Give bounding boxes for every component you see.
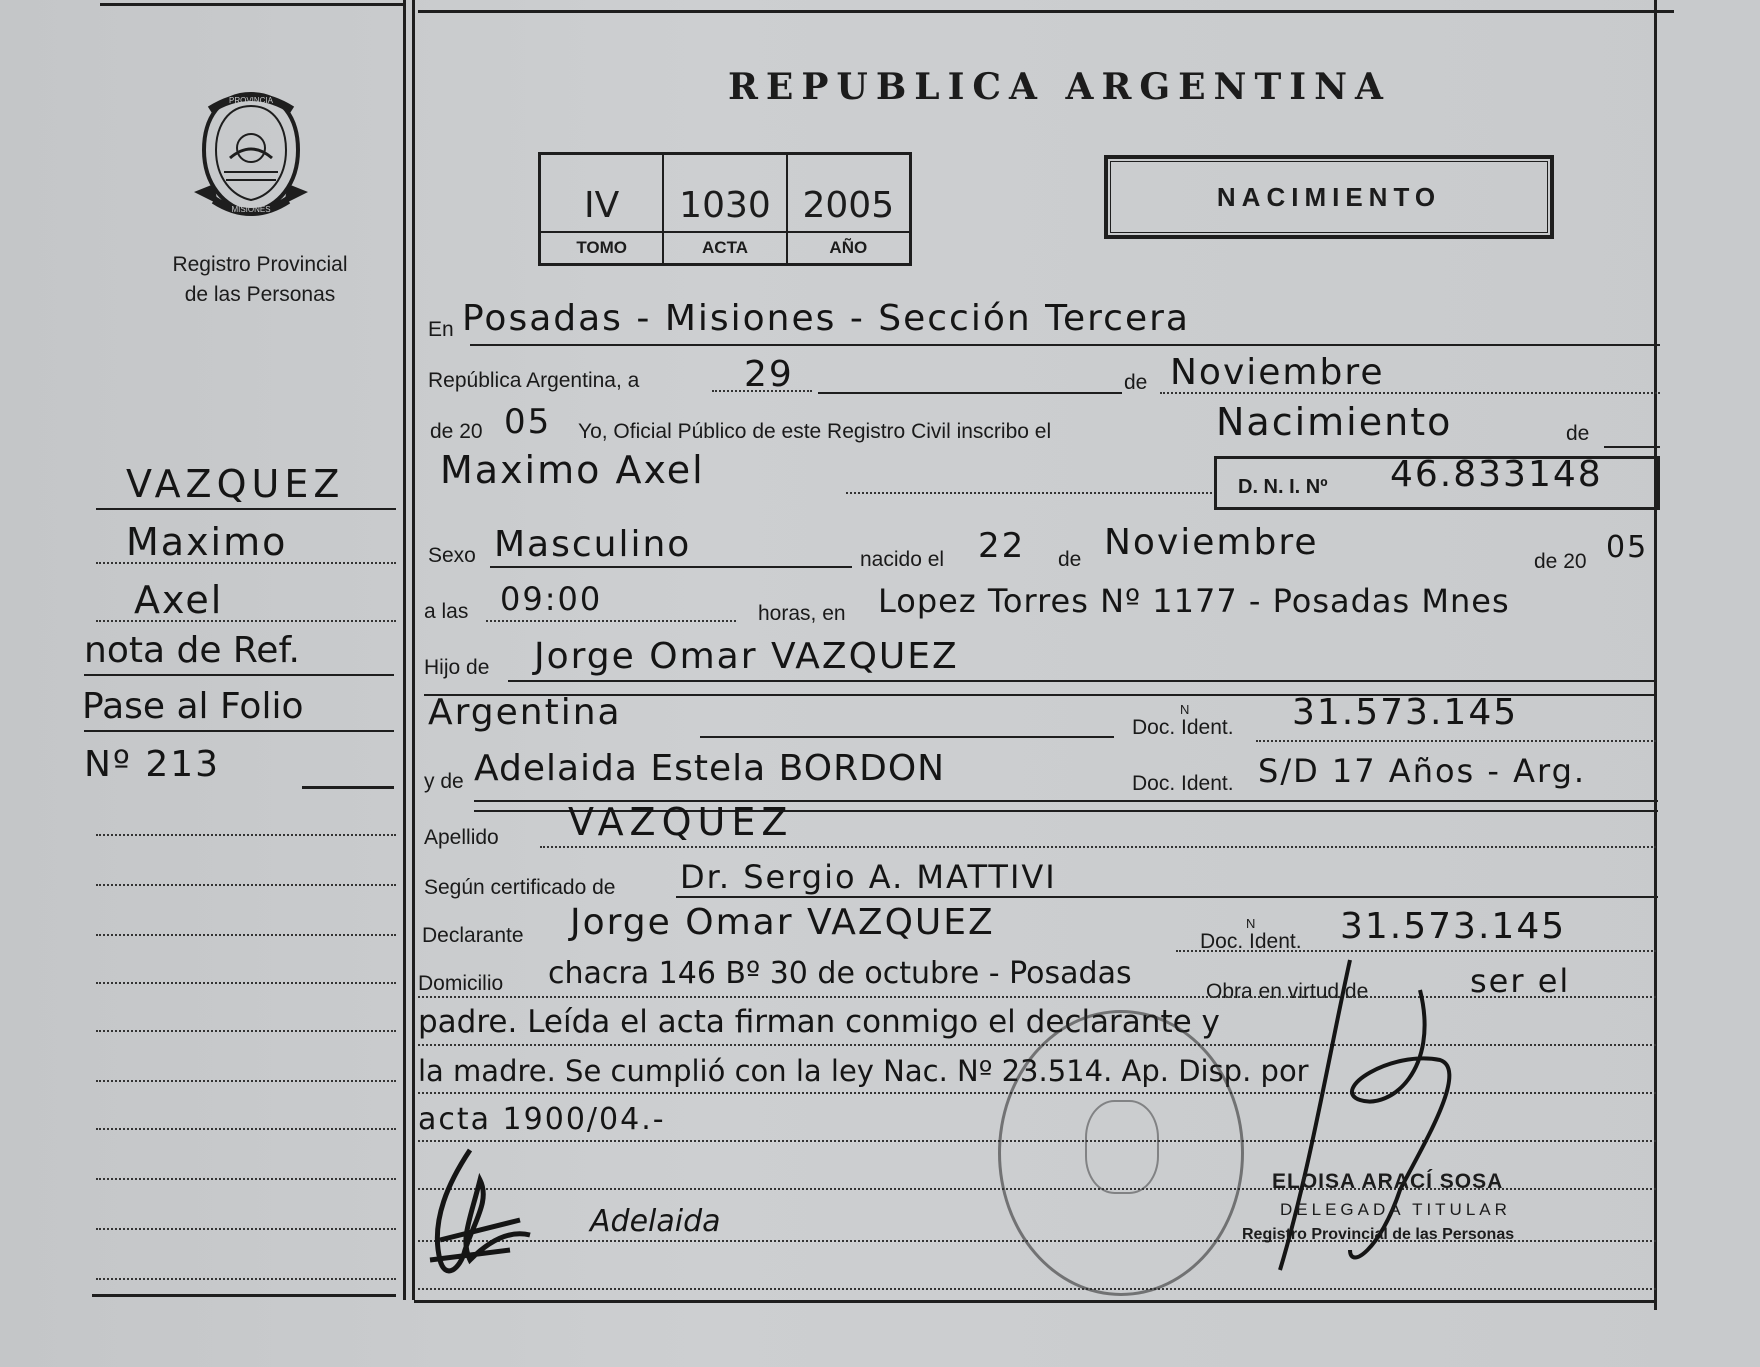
hw-padre-nac: Argentina bbox=[428, 692, 622, 733]
margin-dots-7 bbox=[96, 1030, 396, 1032]
label-dni: D. N. I. Nº bbox=[1238, 476, 1328, 498]
acta-label: ACTA bbox=[664, 231, 785, 263]
label-de20-nac: de 20 bbox=[1534, 550, 1587, 573]
label-doc-ident-declarante: Doc. Ident. bbox=[1200, 930, 1302, 953]
hw-nombre: Maximo Axel bbox=[440, 448, 705, 492]
official-name: ELOISA ARACÍ SOSA bbox=[1272, 1170, 1504, 1193]
seal-top-text: PROVINCIA bbox=[228, 96, 274, 105]
label-segun: Según certificado de bbox=[424, 876, 616, 899]
label-de-nombre: de bbox=[1566, 422, 1590, 445]
hw-sexo: Masculino bbox=[494, 524, 692, 565]
margin-apellido: VAZQUEZ bbox=[126, 462, 345, 506]
margin-rule-apellido bbox=[96, 508, 396, 510]
registry-caption bbox=[120, 250, 400, 310]
hw-nac-dia: 22 bbox=[978, 526, 1026, 566]
label-yo-oficial: Yo, Oficial Público de este Registro Civil inscribo el bbox=[578, 420, 1052, 443]
hw-declarante-doc: 31.573.145 bbox=[1340, 906, 1567, 947]
rule-row3 bbox=[1604, 446, 1660, 448]
acta-value: 1030 bbox=[679, 185, 771, 226]
label-horas-en: horas, en bbox=[758, 602, 846, 625]
hw-mes: Noviembre bbox=[1170, 352, 1385, 393]
rule-dia bbox=[818, 392, 1122, 394]
label-declarante: Declarante bbox=[422, 924, 524, 947]
margin-nota2: Pase al Folio bbox=[82, 686, 304, 727]
hw-certificado: Dr. Sergio A. MATTIVI bbox=[680, 858, 1057, 896]
margin-divider-right bbox=[412, 0, 415, 1300]
dots-sign3 bbox=[418, 1288, 1656, 1290]
anio-cell bbox=[788, 155, 909, 263]
hw-padre-doc: 31.573.145 bbox=[1292, 692, 1519, 733]
margin-dots-9 bbox=[96, 1128, 396, 1130]
hw-lugar-nac: Lopez Torres Nº 1177 - Posadas Mnes bbox=[878, 582, 1510, 620]
hw-texto2: la madre. Se cumplió con la ley Nac. Nº 23.514. Ap. Disp. por bbox=[418, 1054, 1309, 1088]
label-doc-ident-madre: Doc. Ident. bbox=[1132, 772, 1234, 795]
hw-nac-anio: 05 bbox=[1606, 530, 1649, 565]
mother-signature: Adelaida bbox=[590, 1204, 721, 1239]
label-de20: de 20 bbox=[430, 420, 483, 443]
rule-row1 bbox=[470, 344, 1660, 346]
label-doc-n-declarante: N bbox=[1246, 916, 1256, 931]
rule-padre bbox=[508, 680, 1656, 682]
margin-nombre2: Axel bbox=[134, 578, 224, 622]
registry-line2: de las Personas bbox=[184, 283, 336, 306]
label-doc-n-padre: N bbox=[1180, 702, 1190, 717]
margin-dots-12 bbox=[96, 1278, 396, 1280]
dots-hora bbox=[486, 620, 736, 622]
record-number-box bbox=[538, 152, 912, 266]
label-doc-ident-padre: Doc. Ident. bbox=[1132, 716, 1234, 739]
registry-line1: Registro Provincial bbox=[172, 253, 348, 276]
right-border bbox=[1654, 0, 1657, 1310]
coat-of-arms-icon bbox=[190, 88, 312, 218]
label-sexo: Sexo bbox=[428, 544, 476, 567]
tomo-value: IV bbox=[584, 185, 620, 226]
label-de-mes: de bbox=[1124, 371, 1148, 394]
hw-texto1: padre. Leída el acta firman conmigo el declarante y bbox=[418, 1004, 1220, 1040]
margin-nota1: nota de Ref. bbox=[84, 630, 300, 671]
label-a-las: a las bbox=[424, 600, 469, 623]
bottom-border bbox=[414, 1300, 1656, 1303]
hw-madre: Adelaida Estela BORDON bbox=[474, 748, 946, 789]
dots-nombre bbox=[846, 492, 1212, 494]
anio-value: 2005 bbox=[802, 185, 895, 226]
margin-rule-nota1 bbox=[84, 674, 394, 676]
margin-dots-1 bbox=[96, 562, 396, 564]
margin-dots-3 bbox=[96, 834, 396, 836]
official-registry: Registro Provincial de las Personas bbox=[1242, 1226, 1515, 1243]
acta-cell bbox=[664, 155, 787, 263]
rule-segun bbox=[676, 896, 1658, 898]
hw-lugar: Posadas - Misiones - Sección Tercera bbox=[462, 298, 1190, 339]
label-de-nac-mes: de bbox=[1058, 548, 1082, 571]
margin-dots-6 bbox=[96, 982, 396, 984]
official-role: DELEGADA TITULAR bbox=[1280, 1200, 1511, 1219]
hw-padre: Jorge Omar VAZQUEZ bbox=[534, 636, 959, 677]
top-border-left bbox=[100, 3, 403, 6]
tomo-cell bbox=[541, 155, 664, 263]
label-y-de: y de bbox=[424, 770, 464, 793]
bottom-border-left bbox=[92, 1294, 396, 1297]
label-en: En bbox=[428, 318, 454, 341]
tomo-label: TOMO bbox=[541, 231, 662, 263]
hw-dia: 29 bbox=[744, 354, 794, 395]
label-nacido-el: nacido el bbox=[860, 548, 945, 571]
page-title: REPUBLICA ARGENTINA bbox=[728, 66, 1391, 108]
declarant-signature bbox=[420, 1140, 540, 1290]
dots-apellido bbox=[540, 846, 1656, 848]
dots-padre-doc bbox=[1256, 740, 1656, 742]
hw-domicilio: chacra 146 Bº 30 de octubre - Posadas bbox=[548, 956, 1132, 991]
seal-bottom-text: MISIONES bbox=[231, 205, 271, 214]
document-type-box: NACIMIENTO bbox=[1104, 155, 1554, 239]
margin-divider-left bbox=[403, 0, 406, 1300]
margin-nota3: Nº 213 bbox=[84, 744, 221, 785]
label-domicilio: Domicilio bbox=[418, 972, 504, 995]
dots-mes bbox=[1160, 392, 1660, 394]
margin-dots-2 bbox=[96, 620, 396, 622]
hw-texto3: acta 1900/04.- bbox=[418, 1102, 666, 1137]
hw-anio: 05 bbox=[504, 402, 552, 442]
top-border bbox=[418, 10, 1674, 13]
margin-dots-11 bbox=[96, 1228, 396, 1230]
margin-nombre1: Maximo bbox=[126, 520, 288, 564]
hw-nac-mes: Noviembre bbox=[1104, 522, 1319, 563]
label-obra: Obra en virtud de bbox=[1206, 980, 1369, 1003]
hw-declarante: Jorge Omar VAZQUEZ bbox=[570, 902, 995, 943]
hw-dni: 46.833148 bbox=[1390, 454, 1603, 495]
hw-obra: ser el bbox=[1470, 962, 1571, 1000]
margin-rule-nota3 bbox=[302, 786, 394, 789]
rule-padre-nac bbox=[700, 736, 1114, 738]
label-apellido: Apellido bbox=[424, 826, 499, 849]
margin-dots-10 bbox=[96, 1178, 396, 1180]
margin-rule-nota2 bbox=[84, 730, 394, 732]
label-republica: República Argentina, a bbox=[428, 369, 640, 392]
margin-dots-5 bbox=[96, 934, 396, 936]
margin-dots-8 bbox=[96, 1080, 396, 1082]
anio-label: AÑO bbox=[788, 231, 909, 263]
hw-hora: 09:00 bbox=[500, 580, 603, 618]
hw-madre-doc: S/D 17 Años - Arg. bbox=[1258, 752, 1587, 790]
hw-apellido: VAZQUEZ bbox=[568, 800, 794, 844]
rule-sexo bbox=[490, 566, 852, 568]
stamp-emblem bbox=[1085, 1100, 1159, 1194]
hw-acto: Nacimiento bbox=[1216, 400, 1453, 444]
margin-dots-4 bbox=[96, 884, 396, 886]
label-hijo-de: Hijo de bbox=[424, 656, 490, 679]
